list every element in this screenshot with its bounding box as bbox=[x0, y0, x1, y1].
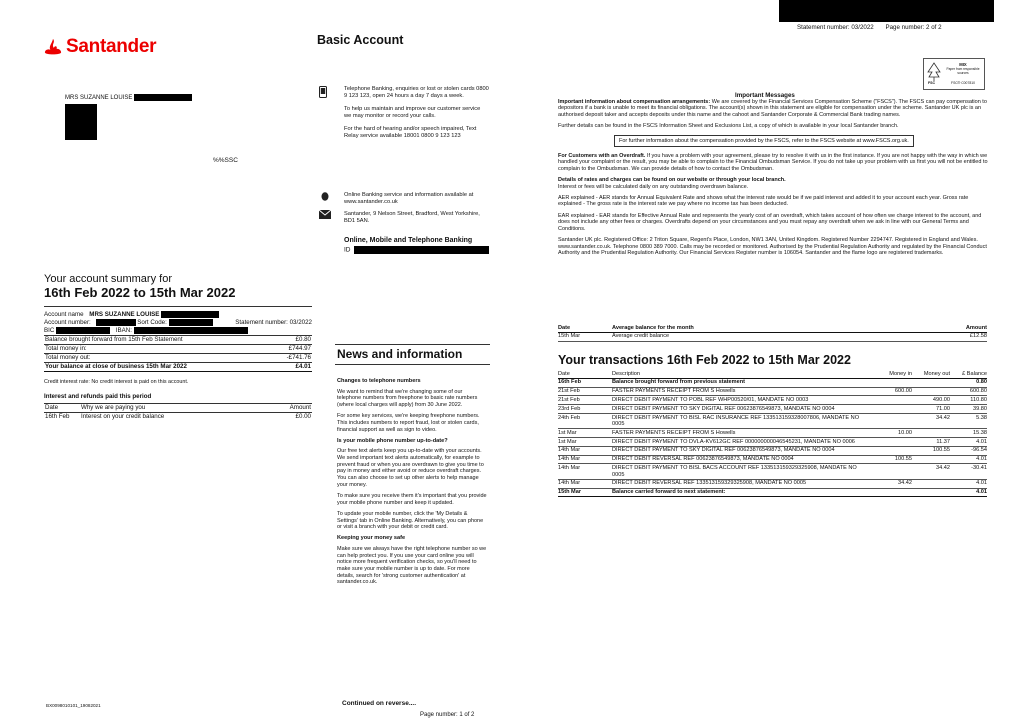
transaction-desc: DIRECT DEBIT PAYMENT TO BISL RAC INSURANCE REF 133513159328007806, MANDATE NO 0005 bbox=[612, 414, 860, 428]
transaction-in bbox=[870, 439, 912, 446]
transaction-date: 14th Mar bbox=[558, 456, 581, 463]
transaction-date: 14th Mar bbox=[558, 465, 581, 471]
average-header-row bbox=[558, 324, 987, 333]
transaction-desc: FASTER PAYMENTS RECEIPT FROM S Howells bbox=[612, 388, 736, 395]
important-messages bbox=[558, 99, 988, 261]
transaction-date: 16th Feb bbox=[558, 379, 582, 386]
interest-header-date: Date bbox=[45, 404, 59, 412]
transaction-desc: DIRECT DEBIT PAYMENT TO SKY DIGITAL REF 00623876549873, MANDATE NO 0004 bbox=[612, 405, 835, 412]
average-header-desc: Average balance for the month bbox=[612, 324, 694, 331]
summary-period: 16th Feb 2022 to 15th Mar 2022 bbox=[44, 285, 236, 300]
transaction-out bbox=[912, 489, 950, 496]
transaction-row bbox=[558, 429, 987, 438]
account-type-title: Basic Account bbox=[317, 33, 404, 47]
transaction-in bbox=[870, 489, 912, 496]
transactions-rows bbox=[558, 379, 987, 498]
transaction-in: 100.55 bbox=[894, 456, 912, 463]
fsc-badge bbox=[923, 58, 985, 90]
average-balance-table bbox=[558, 324, 987, 342]
transaction-date: 24th Feb bbox=[558, 414, 581, 421]
summary-rows bbox=[44, 336, 312, 363]
text-relay-text: For the hard of hearing and/or speech impaired, Text Relay service available 18001 0800 9 123 123 bbox=[344, 126, 477, 139]
interest-amount: £0.00 bbox=[295, 413, 311, 421]
footer-code: BX0098010101_19082021 bbox=[46, 703, 101, 708]
overdraft-text: If you have a problem with your agreement, please try to resolve it with us in the first instance. If you are not happy with the way in which we handled your complaint or the result, you may be able to complain to the Financial Ombudsman Service. If you do not take up your problem with us first you will not be entitled to complain to the Ombudsman. We can provide details of how to contact the Ombudsman. bbox=[558, 153, 988, 172]
transaction-bal: 4.01 bbox=[976, 456, 987, 463]
transaction-out bbox=[912, 456, 950, 463]
summary-row-label: Total money in: bbox=[45, 345, 87, 352]
mouse-icon bbox=[320, 191, 330, 201]
flame-icon bbox=[44, 38, 62, 56]
transaction-in bbox=[870, 415, 912, 428]
average-row bbox=[558, 333, 987, 342]
transaction-date: 1st Mar bbox=[558, 438, 577, 445]
redaction bbox=[56, 327, 110, 334]
transaction-bal: 15.38 bbox=[973, 429, 987, 436]
transaction-date: 21st Feb bbox=[558, 388, 580, 395]
average-amount: £12.58 bbox=[969, 333, 987, 340]
banking-id-label: ID bbox=[344, 246, 351, 254]
tx-header-desc: Description bbox=[612, 370, 640, 377]
transaction-in bbox=[870, 379, 912, 386]
transaction-bal: 4.01 bbox=[976, 438, 987, 445]
transaction-out bbox=[912, 379, 950, 386]
closing-balance-row bbox=[44, 363, 312, 372]
divider bbox=[335, 344, 490, 345]
telephone-banking-text: Telephone Banking, enquiries or lost or stolen cards 0800 9 123 123, open 24 hours a day 7 days a week. bbox=[344, 86, 489, 99]
transaction-bal: 4.01 bbox=[976, 489, 987, 496]
postal-code: %%SSC bbox=[213, 157, 238, 164]
transaction-bal: 600.80 bbox=[969, 388, 987, 395]
transaction-out: 100.55 bbox=[932, 447, 950, 454]
address-block bbox=[65, 94, 192, 140]
transaction-row bbox=[558, 480, 987, 489]
rates-text: Interest or fees will be calculated daily on any outstanding overdrawn balance. bbox=[558, 183, 749, 190]
transaction-in bbox=[870, 397, 912, 404]
transaction-desc: Balance carried forward to next statement: bbox=[612, 489, 726, 496]
transaction-bal: 4.01 bbox=[976, 480, 987, 487]
postal-address-text: Santander, 9 Nelson Street, Bradford, West Yorkshire, BD1 5AN. bbox=[344, 211, 480, 224]
phone-icon bbox=[319, 86, 327, 98]
transaction-out: 34.42 bbox=[936, 414, 950, 421]
transaction-date: 1st Mar bbox=[558, 429, 577, 436]
transaction-bal: -30.41 bbox=[971, 465, 987, 471]
monitor-text: To help us maintain and improve our customer service we may monitor or record your calls. bbox=[344, 106, 481, 119]
aer-text: AER explained - AER stands for Annual Equivalent Rate and shows what the interest rate would be if we paid interest and added it to your account each year. Gross rate explained - The gross rate is the interest rate we pay where no income tax has been deducted. bbox=[558, 195, 969, 208]
transaction-desc: DIRECT DEBIT REVERSAL REF 00623876549873, MANDATE NO 0004 bbox=[612, 456, 794, 463]
interest-date: 16th Feb bbox=[45, 413, 70, 421]
transaction-date: 14th Mar bbox=[558, 480, 581, 487]
interest-header-amount: Amount bbox=[289, 404, 311, 412]
important-messages-title: Important Messages bbox=[735, 92, 795, 99]
account-name-label: Account name bbox=[44, 311, 84, 318]
transaction-desc: DIRECT DEBIT PAYMENT TO POBL REF WHP00520/01, MANDATE NO 0003 bbox=[612, 396, 809, 403]
redaction bbox=[65, 104, 97, 140]
transaction-row bbox=[558, 438, 987, 447]
redaction bbox=[161, 311, 219, 318]
average-desc: Average credit balance bbox=[612, 333, 670, 340]
banking-id-title: Online, Mobile and Telephone Banking bbox=[344, 237, 473, 244]
fsc-logo-text: FSC bbox=[928, 81, 935, 85]
fsc-mix: MIX bbox=[959, 62, 967, 67]
transaction-in bbox=[870, 465, 912, 478]
tx-header-date: Date bbox=[558, 370, 570, 377]
transaction-date: 23rd Feb bbox=[558, 405, 581, 412]
news-heading: Keeping your money safe bbox=[337, 535, 406, 542]
summary-row-value: -£741.76 bbox=[286, 354, 311, 361]
account-summary bbox=[44, 306, 312, 421]
rates-lead: Details of rates and charges can be found on our website or through your local branch. bbox=[558, 177, 786, 184]
account-number-label: Account number: bbox=[44, 319, 91, 326]
transaction-desc: DIRECT DEBIT REVERSAL REF 133513159329325908, MANDATE NO 0005 bbox=[612, 480, 807, 487]
legal-text: Santander UK plc. Registered Office: 2 Triton Square, Regent's Place, London, NW1 3AN, United Kingdom. Registered Number 2294747. Registered in England and Wales. www.santander.co.uk. Telephone 0800 389 7000. Calls may be recorded or monitored. Authorised by the Prudential Regulation Authority and regulated by the Financial Conduct Authority and the Prudential Regulation Authority. Our Financial Services Register number is 106054. Santander and the flame logo are registered trademarks. bbox=[558, 237, 987, 256]
interest-note: Credit interest rate: No credit interest is paid on this account. bbox=[44, 379, 189, 385]
news-paragraph: To update your mobile number, click the 'My Details & Settings' tab in Online Banking. Alternatively, you can phone or visit a branch with your debit or credit card. bbox=[337, 510, 484, 531]
average-header-amount: Amount bbox=[965, 324, 987, 331]
transaction-in: 34.42 bbox=[898, 480, 912, 487]
fscs-info-box: For further information about the compensation provided by the FSCS, refer to the FSCS website at www.FSCS.org.uk. bbox=[614, 135, 914, 147]
transaction-desc: FASTER PAYMENTS RECEIPT FROM S Howells bbox=[612, 429, 736, 436]
news-paragraph: For some key services, we're keeping freephone numbers. This includes numbers to report fraud, lost or stolen cards, financial support as well as sign to video. bbox=[337, 413, 480, 433]
transaction-bal: 39.80 bbox=[973, 405, 987, 412]
compensation-text: We are covered by the Financial Services Compensation Scheme ("FSCS"). The FSCS can pay compensation to depositors if a bank is unable to meet its financial obligations. The account(s) shown in this statement are eligible for compensation under the scheme. Santander UK plc is an authorised deposit taker and accepts deposits under this name and the cahoot and Santander Corporate & Commercial Bank trading names. bbox=[558, 99, 987, 118]
sort-code-label: Sort Code: bbox=[137, 319, 167, 326]
summary-row-value: £744.97 bbox=[288, 345, 311, 352]
interest-header-desc: Why we are paying you bbox=[81, 404, 146, 412]
transaction-desc: DIRECT DEBIT PAYMENT TO SKY DIGITAL REF 00623876549873, MANDATE NO 0004 bbox=[612, 447, 835, 454]
transactions-header-row bbox=[558, 370, 987, 379]
brand-name: Santander bbox=[66, 36, 157, 57]
envelope-icon bbox=[319, 210, 331, 219]
overdraft-lead: For Customers with an Overdraft. bbox=[558, 153, 646, 160]
news-column bbox=[337, 376, 487, 591]
telephone-info bbox=[344, 86, 489, 140]
news-heading: Is your mobile phone number up-to-date? bbox=[337, 437, 448, 444]
ear-text: EAR explained - EAR stands for Effective Annual Rate and represents the yearly cost of an overdraft, which takes account of how often we charge interest to the account, and does not include any other fees or charges. Overdrafts depend on your circumstances and you must repay any overdraft when we ask in line with our General Terms and Conditions. bbox=[558, 212, 982, 232]
transaction-in bbox=[870, 447, 912, 454]
redaction bbox=[134, 327, 248, 334]
transaction-date: 14th Mar bbox=[558, 447, 581, 454]
santander-logo bbox=[44, 36, 156, 58]
transaction-row bbox=[558, 405, 987, 414]
transaction-in: 600.00 bbox=[894, 388, 912, 395]
transaction-bal: 110.80 bbox=[970, 396, 987, 403]
summary-row bbox=[44, 336, 312, 345]
account-name: MRS SUZANNE LOUISE bbox=[89, 311, 160, 318]
redaction bbox=[354, 246, 489, 254]
tx-header-balance: £ Balance bbox=[962, 370, 987, 377]
transaction-out bbox=[912, 480, 950, 487]
news-paragraph: Make sure we always have the right telephone number so we can help protect you. If you use your card online you will notice more frequent verification checks, so you'll need to make sure your mobile number is up to date. For more details, search for 'strong customer authentication' at santander.co.uk. bbox=[337, 545, 487, 586]
transaction-row bbox=[558, 489, 987, 498]
banking-id bbox=[344, 246, 489, 254]
interest-header-row bbox=[44, 403, 312, 413]
overdraft-paragraph bbox=[558, 153, 988, 172]
transaction-out: 11.37 bbox=[936, 438, 950, 445]
transaction-desc: DIRECT DEBIT PAYMENT TO BISL BACS ACCOUNT REF 133513159329325908, MANDATE NO 0005 bbox=[612, 465, 857, 478]
news-heading: Changes to telephone numbers bbox=[337, 378, 421, 384]
statement-header bbox=[797, 24, 942, 31]
bic-iban-row bbox=[44, 327, 312, 336]
compensation-paragraph bbox=[558, 99, 988, 118]
page-number-left: Page number: 1 of 2 bbox=[420, 712, 475, 718]
compensation-lead: Important information about compensation arrangements: bbox=[558, 99, 711, 105]
statement-number-right: Statement number: 03/2022 bbox=[797, 24, 874, 31]
transaction-bal: 0.80 bbox=[976, 379, 987, 386]
transaction-out: 490.00 bbox=[932, 396, 950, 403]
transaction-desc: DIRECT DEBIT PAYMENT TO DVLA-KV612GC REF 000000000046545231, MANDATE NO 0006 bbox=[612, 438, 855, 445]
further-details-text: Further details can be found in the FSCS Information Sheet and Exclusions List, a copy of which is available in your local Santander branch. bbox=[558, 123, 899, 130]
interest-title: Interest and refunds paid this period bbox=[44, 393, 152, 401]
transaction-row bbox=[558, 388, 987, 397]
transaction-desc: Balance brought forward from previous statement bbox=[612, 379, 746, 386]
continued-text: Continued on reverse.... bbox=[342, 700, 417, 707]
closing-balance-label: Your balance at close of business 15th Mar 2022 bbox=[45, 363, 187, 370]
redaction bbox=[169, 319, 213, 326]
tx-header-out: Money out bbox=[923, 370, 950, 377]
transaction-row bbox=[558, 456, 987, 465]
account-name-row bbox=[44, 311, 312, 319]
transaction-out: 71.00 bbox=[936, 405, 950, 412]
redaction bbox=[96, 319, 136, 326]
transaction-row bbox=[558, 447, 987, 456]
transaction-bal: 5.38 bbox=[976, 414, 987, 421]
divider bbox=[44, 306, 312, 307]
fsc-paper-text: Paper from responsible sources bbox=[946, 67, 980, 75]
interest-desc: Interest on your credit balance bbox=[81, 413, 165, 421]
page-number-right: Page number: 2 of 2 bbox=[885, 24, 942, 31]
rates-paragraph bbox=[558, 177, 988, 190]
tx-header-in: Money in bbox=[889, 370, 912, 377]
account-number-row bbox=[44, 319, 312, 327]
summary-row-value: £0.80 bbox=[295, 336, 311, 343]
transaction-date: 21st Feb bbox=[558, 396, 580, 403]
news-paragraph: Our free text alerts keep you up-to-date with your accounts. We send important text alerts automatically, for example to prevent fraud or when you are overdrawn to give you time to pay in money and either avoid or reduce overdraft charges. You can also choose to set up other alerts to help manage your money. bbox=[337, 448, 484, 488]
statement-number: Statement number: 03/2022 bbox=[235, 319, 312, 326]
transactions-table bbox=[558, 370, 987, 497]
interest-row bbox=[44, 413, 312, 421]
average-header-date: Date bbox=[558, 324, 571, 331]
closing-balance-value: £4.01 bbox=[295, 363, 311, 370]
transaction-out bbox=[912, 430, 950, 437]
divider bbox=[335, 364, 490, 365]
iban-label: IBAN: bbox=[115, 327, 132, 334]
transaction-in: 10.00 bbox=[898, 429, 912, 436]
transaction-out: 34.42 bbox=[936, 465, 950, 471]
transactions-title: Your transactions 16th Feb 2022 to 15th Mar 2022 bbox=[558, 353, 851, 367]
summary-title-line1: Your account summary for bbox=[44, 273, 172, 285]
summary-row-label: Total money out: bbox=[45, 354, 91, 361]
transaction-date: 15th Mar bbox=[558, 489, 582, 496]
news-paragraph: To make sure you receive them it's important that you provide your mobile phone number and keep it updated. bbox=[337, 492, 487, 506]
news-title: News and information bbox=[337, 347, 463, 361]
bic-label: BIC bbox=[44, 327, 55, 334]
redaction bbox=[134, 94, 192, 101]
summary-row bbox=[44, 345, 312, 354]
transaction-row bbox=[558, 379, 987, 388]
redaction bbox=[779, 0, 994, 22]
summary-row-label: Balance brought forward from 15th Feb Statement bbox=[45, 336, 183, 343]
transaction-bal: -96.54 bbox=[971, 447, 987, 454]
online-banking-text: Online Banking service and information available at www.santander.co.uk bbox=[344, 192, 474, 205]
transaction-row bbox=[558, 464, 987, 479]
transaction-row bbox=[558, 414, 987, 429]
transaction-row bbox=[558, 396, 987, 405]
average-date: 15th Mar bbox=[558, 333, 581, 340]
customer-name: MRS SUZANNE LOUISE bbox=[65, 95, 133, 102]
news-paragraph: We want to remind that we're changing some of our telephone numbers from freephone to basic rate numbers (where local charges will apply) from 30 June 2022. bbox=[337, 388, 478, 408]
summary-title bbox=[44, 272, 235, 300]
transaction-out bbox=[912, 388, 950, 395]
fsc-code: FSC® C007810 bbox=[951, 81, 975, 85]
transaction-in bbox=[870, 406, 912, 413]
summary-row bbox=[44, 354, 312, 363]
